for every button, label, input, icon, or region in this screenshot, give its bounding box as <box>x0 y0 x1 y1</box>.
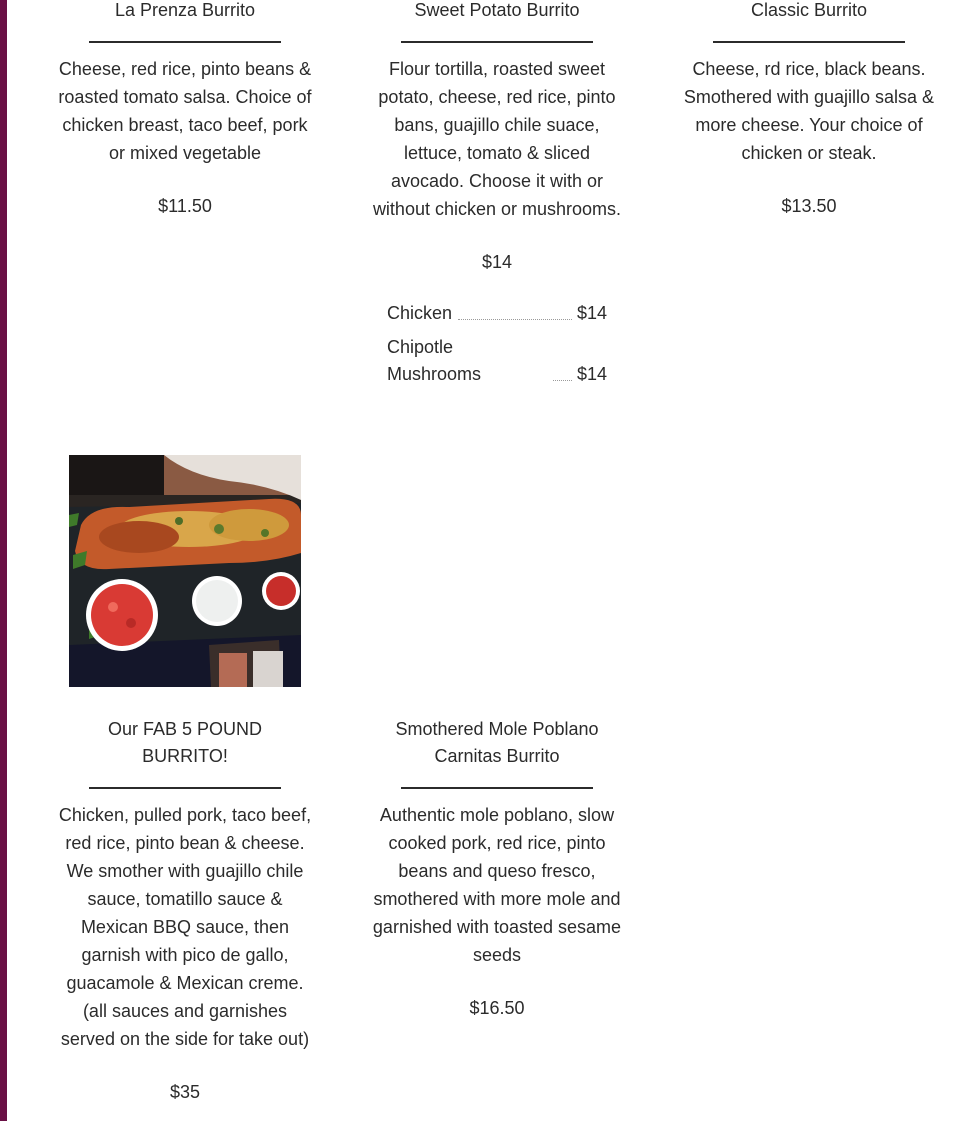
item-price: $13.50 <box>781 196 837 216</box>
item-price: $16.50 <box>469 998 525 1018</box>
dotted-leader <box>553 380 572 381</box>
item-price: $11.50 <box>158 196 212 216</box>
menu-item-classic-burrito <box>679 0 939 218</box>
item-price: $14 <box>481 252 513 272</box>
item-title: La Prenza Burrito <box>114 0 256 20</box>
burrito-photo-image <box>69 455 301 687</box>
item-divider <box>713 41 905 43</box>
item-description: Cheese, rd rice, black beans. Smothered with guajillo salsa & more cheese. Your choice of chicken or steak. <box>683 59 935 163</box>
item-variants <box>387 300 607 390</box>
menu-item-fab-5-pound-burrito <box>55 716 315 1104</box>
variant-price: $14 <box>576 364 607 384</box>
variant-price: $14 <box>576 303 607 323</box>
item-description: Flour tortilla, roasted sweet potato, cheese, red rice, pinto bans, guajillo chile suace, lettuce, tomato & sliced avocado. Choose it with or without chicken or mushrooms. <box>372 59 622 219</box>
menu-item-la-prenza-burrito <box>55 0 315 218</box>
dotted-leader <box>458 319 572 320</box>
variant-name: Chicken <box>387 303 453 323</box>
item-divider <box>89 787 281 789</box>
item-divider <box>89 41 281 43</box>
item-description: Cheese, red rice, pinto beans & roasted tomato salsa. Choice of chicken breast, taco beef, pork or mixed vegetable <box>58 59 312 163</box>
item-title: Classic Burrito <box>750 0 868 20</box>
item-price: $35 <box>169 1082 201 1102</box>
left-accent-strip <box>0 0 7 1121</box>
menu-item-sweet-potato-burrito <box>367 0 627 274</box>
item-divider <box>401 41 593 43</box>
variant-row <box>387 334 607 390</box>
item-title: Smothered Mole Poblano Carnitas Burrito <box>395 719 599 766</box>
menu-item-smothered-mole-poblano-carnitas-burrito <box>367 716 627 1020</box>
item-title: Our FAB 5 POUND BURRITO! <box>107 719 263 766</box>
variant-name: Chipotle Mushrooms <box>387 337 482 384</box>
item-title: Sweet Potato Burrito <box>414 0 580 20</box>
item-description: Authentic mole poblano, slow cooked pork, red rice, pinto beans and queso fresco, smothered with more mole and garnished with toasted sesame seeds <box>372 805 622 965</box>
item-divider <box>401 787 593 789</box>
burrito-photo <box>69 455 301 687</box>
item-description: Chicken, pulled pork, taco beef, red rice, pinto bean & cheese. We smother with guajillo chile sauce, tomatillo sauce & Mexican BBQ sauce, then garnish with pico de gallo, guacamole & Mexican creme. (all sauces and garnishes served on the side for take out) <box>58 805 312 1049</box>
variant-row <box>387 300 607 327</box>
